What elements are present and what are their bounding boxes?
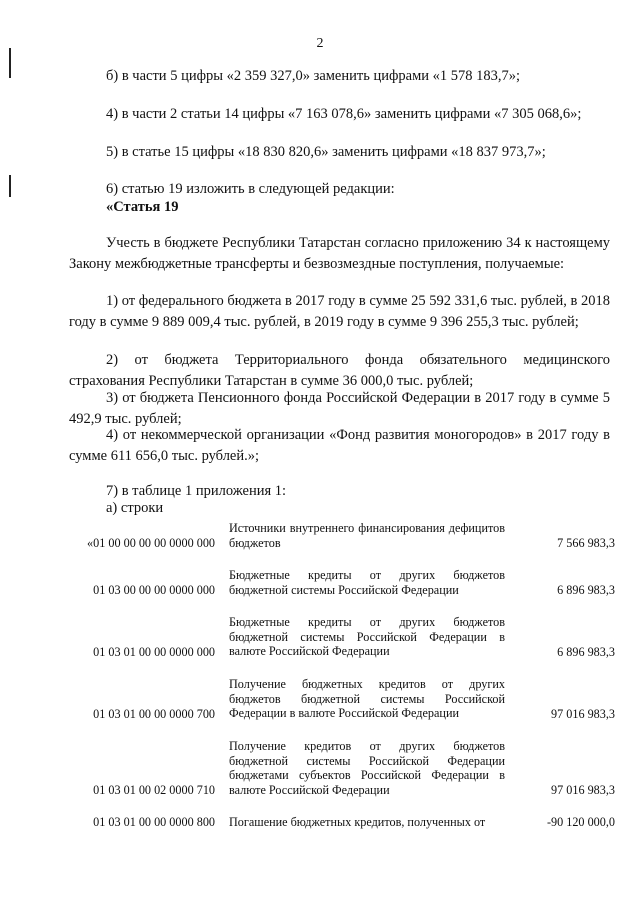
table-subheading: а) строки xyxy=(106,500,164,516)
row-code: «01 00 00 00 00 0000 000 xyxy=(87,536,215,550)
row-description: Бюджетные кредиты от других бюджетов бюджетной системы Российской Федерации в валюте Российской Федерации xyxy=(229,615,505,658)
list-item: 4) от некоммерческой организации «Фонд развития моногородов» в 2017 году в сумме 611 656,0 тыс. рублей.»; xyxy=(69,427,610,464)
row-code: 01 03 01 00 00 0000 700 xyxy=(93,707,215,721)
scan-mark xyxy=(9,175,11,197)
list-item: 3) от бюджета Пенсионного фонда Российской Федерации в 2017 году в сумме 5 492,9 тыс. рублей; xyxy=(69,390,610,427)
row-code: 01 03 00 00 00 0000 000 xyxy=(93,583,215,597)
row-description: Получение кредитов от других бюджетов бюджетной системы Российской Федерации бюджетами субъектов Российской Федерации в валюте Российской Федерации xyxy=(229,739,505,797)
table-intro: 7) в таблице 1 приложения 1: xyxy=(106,483,287,499)
article-title: «Статья 19 xyxy=(106,199,179,215)
row-description: Погашение бюджетных кредитов, полученных от xyxy=(229,815,486,829)
row-description: Бюджетные кредиты от других бюджетов бюджетной системы Российской Федерации xyxy=(229,568,505,597)
page-number: 2 xyxy=(316,36,324,51)
row-code: 01 03 01 00 00 0000 000 xyxy=(93,645,215,659)
row-value: 7 566 983,3 xyxy=(557,536,615,550)
row-description: Получение бюджетных кредитов от других бюджетов бюджетной системы Российской Федерации в валюте Российской Федерации xyxy=(229,677,505,720)
row-value: 6 896 983,3 xyxy=(557,645,615,659)
row-value: -90 120 000,0 xyxy=(546,815,615,829)
scan-mark xyxy=(9,48,11,78)
row-code: 01 03 01 00 00 0000 800 xyxy=(93,815,215,829)
list-item: 2) от бюджета Территориального фонда обязательного медицинского страхования Республики Татарстан в сумме 36 000,0 тыс. рублей; xyxy=(69,352,610,389)
intro-paragraph: Учесть в бюджете Республики Татарстан согласно приложению 34 к настоящему Закону межбюджетные трансферты и безвозмездные поступления, получаемые: xyxy=(69,235,610,272)
row-description: Источники внутреннего финансирования дефицитов бюджетов xyxy=(229,521,505,550)
amendment-line: 4) в части 2 статьи 14 цифры «7 163 078,6» заменить цифрами «7 305 068,6»; xyxy=(106,106,582,122)
row-code: 01 03 01 00 02 0000 710 xyxy=(93,783,215,797)
amendment-line: 5) в статье 15 цифры «18 830 820,6» заменить цифрами «18 837 973,7»; xyxy=(106,144,546,160)
row-value: 97 016 983,3 xyxy=(551,783,615,797)
row-value: 6 896 983,3 xyxy=(557,583,615,597)
amendment-line: б) в части 5 цифры «2 359 327,0» заменить цифрами «1 578 183,7»; xyxy=(106,68,521,84)
amendment-line: 6) статью 19 изложить в следующей редакции: xyxy=(106,181,395,197)
row-value: 97 016 983,3 xyxy=(551,707,615,721)
list-item: 1) от федерального бюджета в 2017 году в сумме 25 592 331,6 тыс. рублей, в 2018 году в сумме 9 889 009,4 тыс. рублей, в 2019 году в сумме 9 396 255,3 тыс. рублей; xyxy=(69,293,610,330)
